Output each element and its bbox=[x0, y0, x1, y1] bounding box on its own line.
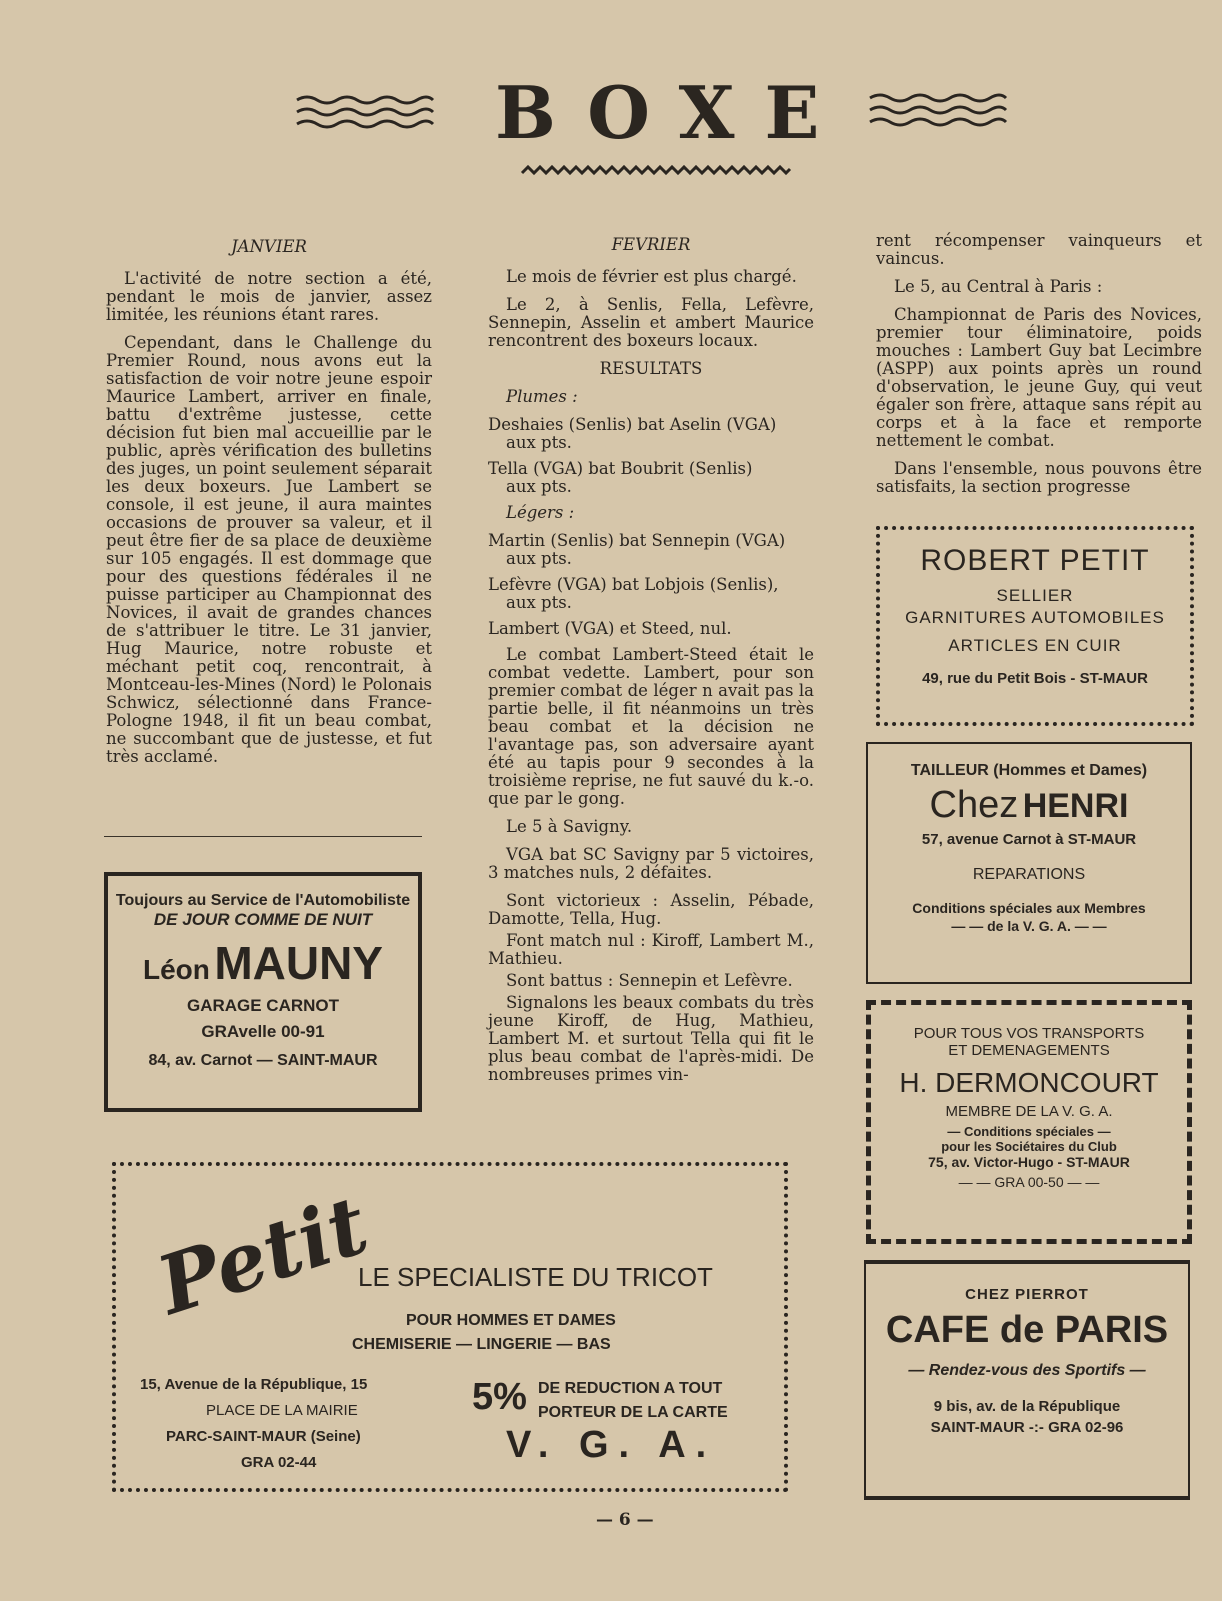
ad-line: pour les Sociétaires du Club bbox=[941, 1139, 1117, 1154]
left-wave-ornament bbox=[295, 92, 435, 134]
ad-brand-name: Léon MAUNY bbox=[142, 937, 383, 989]
ad-line: REPARATIONS bbox=[972, 866, 1086, 883]
ad-line: SELLIER bbox=[996, 586, 1074, 605]
ad-line: CHEZ PIERROT bbox=[965, 1286, 1089, 1303]
right-wave-ornament bbox=[868, 90, 1008, 132]
ad-line: Toujours au Service de l'Automobiliste bbox=[115, 892, 411, 909]
ad-line: PORTEUR DE LA CARTE bbox=[538, 1404, 728, 1421]
column-janvier bbox=[106, 238, 432, 776]
month-heading-janvier: JANVIER bbox=[231, 237, 307, 256]
paragraph: Le 2, à Senlis, Fella, Lefèvre, Sennepin, Asselin et ambert Maurice rencontrent des boxeurs locaux. bbox=[488, 295, 814, 350]
page-title: BOXE bbox=[495, 70, 850, 155]
ad-line: — Rendez-vous des Sportifs — bbox=[908, 1362, 1146, 1379]
ad-line: Conditions spéciales aux Membres bbox=[912, 900, 1146, 916]
ad-line: 75, av. Victor-Hugo - ST-MAUR bbox=[928, 1154, 1130, 1170]
category-plumes: Plumes : bbox=[506, 387, 578, 406]
paragraph: Le combat Lambert-Steed était le combat vedette. Lambert, pour son premier combat de léger n avait pas la partie belle, il fit néanmoins un très beau combat et la décision ne l'avantage pas, son adversaire ayant été au tapis pour 9 secondes à la troisième reprise, ne fut sauvé du k.-o. que par le gong. bbox=[488, 645, 814, 808]
paragraph: VGA bat SC Savigny par 5 victoires, 3 matches nuls, 2 défaites. bbox=[488, 845, 814, 882]
ad-line: POUR TOUS VOS TRANSPORTS bbox=[913, 1025, 1145, 1042]
ad-line: DE REDUCTION A TOUT bbox=[538, 1380, 723, 1397]
paragraph: Font match nul : Kiroff, Lambert M., Mathieu. bbox=[488, 931, 814, 968]
ad-line: ET DEMENAGEMENTS bbox=[948, 1042, 1110, 1059]
ad-leon-mauny bbox=[104, 872, 422, 1112]
paragraph: Cependant, dans le Challenge du Premier Round, nous avons eut la satisfaction de voir notre jeune espoir Maurice Lambert, arriver en finale, battu d'extrême justesse, cette décision fut bien mal accueillie par le public, après vérification des bulletins des juges, un point seulement séparait les deux boxeurs. Jue Lambert se console, il est jeune, il aura maintes occasions de prouver sa valeur, et il peut être fier de sa place de deuxième sur 105 engagés. Il est dommage que pour des questions fédérales il ne puisse participer au Championnat des Novices, il avait de grandes chances de s'attribuer le titre. Le 31 janvier, Hug Maurice, notre robuste et méchant petit coq, rencontrait, à Montceau-les-Mines (Nord) le Polonais Schwicz, sélectionné dans France-Pologne 1948, il fit un beau combat, ne succombant que de justesse, et fut très acclamé. bbox=[106, 333, 432, 766]
ad-tagline: LE SPECIALISTE DU TRICOT bbox=[358, 1262, 713, 1292]
column-fevrier bbox=[488, 236, 814, 1094]
column-suite bbox=[876, 232, 1202, 506]
ad-line: PARC-SAINT-MAUR (Seine) bbox=[166, 1428, 361, 1445]
ad-vga-logo: V. G. A. bbox=[506, 1424, 717, 1466]
results-heading: RESULTATS bbox=[599, 359, 703, 378]
paragraph: Dans l'ensemble, nous pouvons être satisfaits, la section progresse bbox=[876, 459, 1202, 496]
ad-line: CHEMISERIE — LINGERIE — BAS bbox=[352, 1336, 611, 1353]
ad-h-dermoncourt bbox=[866, 1000, 1192, 1244]
paragraph: L'activité de notre section a été, pendant le mois de janvier, assez limitée, les réunions étant rares. bbox=[106, 269, 432, 324]
ad-line: PLACE DE LA MAIRIE bbox=[206, 1402, 358, 1419]
ad-line: TAILLEUR (Hommes et Dames) bbox=[910, 762, 1148, 779]
title-underline-zigzag bbox=[520, 163, 792, 177]
ad-line: 15, Avenue de la République, 15 bbox=[140, 1376, 368, 1393]
paragraph: Championnat de Paris des Novices, premier tour éliminatoire, poids mouches : Lambert Guy bat Lecimbre (ASPP) aux points après un round d'observation, le jeune Guy, qui veut égaler son frère, attaque sans répit au corps et à la face et remporte nettement le combat. bbox=[876, 305, 1202, 450]
paragraph: rent récompenser vainqueurs et vaincus. bbox=[876, 231, 1202, 268]
ad-line: 49, rue du Petit Bois - ST-MAUR bbox=[922, 670, 1148, 687]
paragraph: Signalons les beaux combats du très jeune Kiroff, de Hug, Mathieu, Lambert M. et surtout Tella qui fit le plus beau combat de l'après-midi. De nombreuses primes vin- bbox=[488, 993, 814, 1084]
ad-line: 9 bis, av. de la République bbox=[933, 1398, 1121, 1415]
ad-line: — — GRA 00-50 — — bbox=[958, 1174, 1100, 1190]
result-line: Tella (VGA) bat Boubrit (Senlis) aux pts. bbox=[488, 459, 753, 496]
result-line: Lefèvre (VGA) bat Lobjois (Senlis), aux pts. bbox=[488, 575, 779, 612]
category-legers: Légers : bbox=[506, 503, 575, 522]
ad-line: GRA 02-44 bbox=[241, 1454, 317, 1471]
ad-line: SAINT-MAUR -:- GRA 02-96 bbox=[930, 1419, 1124, 1436]
paragraph: Sont victorieux : Asselin, Pébade, Damotte, Tella, Hug. bbox=[488, 891, 814, 928]
column-divider-rule bbox=[104, 836, 422, 837]
ad-line: ARTICLES EN CUIR bbox=[948, 636, 1122, 655]
paragraph: Sont battus : Sennepin et Lefèvre. bbox=[506, 971, 793, 990]
ad-line: 84, av. Carnot — SAINT-MAUR bbox=[148, 1052, 378, 1069]
ad-brand-name: CAFE de PARIS bbox=[885, 1309, 1169, 1351]
ad-brand-name: Chez HENRI bbox=[929, 784, 1129, 826]
paragraph: Le 5, au Central à Paris : bbox=[894, 277, 1103, 296]
result-line: Lambert (VGA) et Steed, nul. bbox=[488, 619, 732, 638]
ad-cafe-de-paris bbox=[864, 1260, 1190, 1500]
result-line: Martin (Senlis) bat Sennepin (VGA) aux pts. bbox=[488, 531, 786, 568]
ad-line: — Conditions spéciales — bbox=[947, 1124, 1111, 1139]
ad-line: DE JOUR COMME DE NUIT bbox=[153, 910, 373, 929]
paragraph: Le mois de février est plus chargé. bbox=[506, 267, 797, 286]
ad-brand-name: H. DERMONCOURT bbox=[899, 1067, 1159, 1098]
ad-line: GARNITURES AUTOMOBILES bbox=[905, 608, 1165, 627]
ad-line: — — de la V. G. A. — — bbox=[951, 918, 1107, 934]
month-heading-fevrier: FEVRIER bbox=[611, 235, 691, 254]
ad-line: GARAGE CARNOT bbox=[186, 996, 340, 1015]
discount-percent: 5% bbox=[472, 1376, 527, 1418]
page-number: — 6 — bbox=[596, 1510, 654, 1530]
ad-line: MEMBRE DE LA V. G. A. bbox=[945, 1103, 1113, 1120]
ad-chez-henri bbox=[866, 742, 1192, 984]
petit-logo: Petit bbox=[146, 1177, 379, 1333]
ad-robert-petit bbox=[876, 526, 1194, 726]
result-line: Deshaies (Senlis) bat Aselin (VGA) aux pts. bbox=[488, 415, 777, 452]
ad-line: POUR HOMMES ET DAMES bbox=[406, 1312, 616, 1329]
ad-brand-name: ROBERT PETIT bbox=[920, 544, 1150, 577]
ad-petit-tricot bbox=[112, 1162, 788, 1492]
ad-line: GRAvelle 00-91 bbox=[201, 1022, 325, 1041]
paragraph: Le 5 à Savigny. bbox=[506, 817, 633, 836]
ad-line: 57, avenue Carnot à ST-MAUR bbox=[921, 831, 1137, 848]
